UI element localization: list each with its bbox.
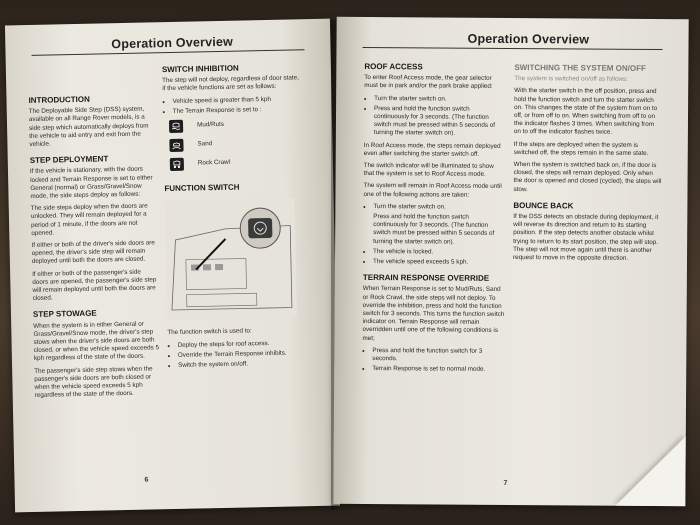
list-item: • Override the Terrain Response inhibits.	[178, 349, 308, 360]
left-page	[5, 19, 340, 513]
right-page-number: 7	[503, 479, 508, 487]
left-header-title: Operation Overview	[111, 34, 234, 52]
list-item: • The vehicle is locked.	[373, 248, 505, 257]
list-item: • Deploy the steps for roof access.	[178, 339, 308, 350]
left-page-header	[31, 33, 304, 56]
list-item: • Turn the starter switch on.	[373, 203, 505, 212]
step-deployment-p3: If either or both of the driver's side doors are opened, the driver's side step will remain deployed until both the doors are closed.	[31, 239, 155, 266]
roof-access-p2: In Roof Access mode, the steps remain deployed even after switching the starter switch off.	[363, 141, 501, 158]
function-switch-list	[168, 339, 309, 371]
step-stowage-p1: When the system is in either General or Grass/Gravel/Snow mode, the driver's step stows when the driver's side doors are both closed, or when the vehicle speed exceeds 5 kph regardless of the state of the doors.	[33, 320, 160, 363]
switching-p3: When the system is switched back on, if the door is closed, the steps will remain deployed. Only when the door is opened and closed (cycled), the steps will stow.	[513, 161, 662, 193]
rock-crawl-label: Rock Crawl	[197, 159, 231, 167]
mud-ruts-icon	[169, 120, 183, 133]
terrain-override-p1: When Terrain Response is set to Mud/Ruts, Sand or Rock Crawl, the side steps will not deploy. To override the inhibition, press and hold the function switch for 3 seconds. This turns the function switch indicator on. Terrain Response will remain overridden until one of the following conditions is met;	[362, 285, 505, 342]
left-page-number: 6	[144, 476, 149, 484]
roof-access-p1: To enter Roof Access mode, the gear selector must be in park and/or the park brake applied:	[364, 74, 493, 91]
terrain-mode-mud-ruts	[169, 117, 303, 133]
step-deployment-p1: If the vehicle is stationary, with the doors locked and Terrain Response is set to either General (normal) or Grass/Gravel/Snow mode, the side steps deploy as follows:	[29, 166, 153, 200]
switching-p0: The system is switched on/off as follows:	[514, 75, 628, 84]
sand-icon	[169, 139, 183, 152]
step-deployment-p4: If either or both of the passenger's side doors are opened, the passenger's side step will remain deployed until both the doors are closed.	[32, 268, 157, 303]
list-item: • Terrain Response is set to normal mode.	[372, 365, 504, 374]
left-column-2	[162, 63, 308, 374]
bounce-back-heading: BOUNCE BACK	[513, 200, 574, 211]
list-item: • Press and hold the function switch for 3 seconds.	[372, 347, 504, 364]
switch-inhibition-list	[162, 95, 302, 116]
page-curl	[615, 436, 685, 506]
function-switch-heading: FUNCTION SWITCH	[164, 182, 240, 194]
list-item: • Vehicle speed is greater than 5 kph	[172, 95, 302, 106]
switch-inhibition-heading: SWITCH INHIBITION	[161, 63, 239, 75]
introduction-text: The Deployable Side Step (DSS) system, available on all Range Rover models, is a side step which automatically deploys from the vehicle to aid entry and exit from the vehicle.	[28, 105, 149, 148]
terrain-override-heading: TERRAIN RESPONSE OVERRIDE	[362, 273, 490, 284]
switching-p1: With the starter switch in the off position, press and hold the function switch and turn the starter switch on. This changes the state of the system from on to off, or from off to on. When switching from off to on the indicator flashes 3 times. When switching from on to off the indicator flashes twice.	[513, 87, 658, 137]
right-header-title: Operation Overview	[467, 31, 590, 47]
switching-p2: If the steps are deployed when the system is switched off, the steps remain in the same state.	[513, 140, 649, 157]
function-switch-illustration	[165, 198, 297, 321]
terrain-mode-rock-crawl	[170, 155, 304, 171]
mud-ruts-label: Mud/Ruts	[196, 121, 225, 129]
list-item: • Switch the system on/off.	[178, 359, 308, 370]
step-stowage-heading: STEP STOWAGE	[32, 309, 97, 320]
list-item: • The vehicle speed exceeds 5 kph.	[373, 258, 505, 267]
rock-crawl-icon	[170, 158, 184, 171]
roof-access-p3: The switch indicator will be illuminated to show that the system is set to Roof Access mode.	[363, 162, 494, 179]
introduction-heading: INTRODUCTION	[28, 94, 90, 105]
list-item: • Press and hold the function switch continuously for 3 seconds. (The function switch must be pressed within 5 seconds of turning the starter switch on).	[374, 105, 506, 139]
step-deployment-p2: The side steps deploy when the doors are unlocked. They will remain deployed for a period of 1 minute, if the doors are not opened.	[30, 202, 148, 237]
roof-access-list-2	[363, 203, 505, 267]
list-item: Press and hold the function switch continuously for 3 seconds. (The function switch must be pressed within 5 seconds of turning the starter switch on).	[373, 213, 495, 246]
list-item: • The Terrain Response is set to :	[173, 105, 303, 116]
roof-access-list-1	[364, 95, 506, 139]
roof-access-p4: The system will remain in Roof Access mode until one of the following actions are taken:	[363, 182, 502, 199]
switching-heading: SWITCHING THE SYSTEM ON/OFF	[514, 63, 646, 73]
switch-inhibition-text: The step will not deploy, regardless of door state, if the vehicle functions are set as follows:	[162, 74, 299, 93]
step-deployment-heading: STEP DEPLOYMENT	[29, 154, 109, 166]
step-stowage-p2: The passenger's side step stows when the passenger's side doors are both closed or when the vehicle speed exceeds 5 kph regardless of the state of the doors.	[34, 365, 153, 400]
right-page-header	[362, 31, 662, 50]
right-page	[333, 17, 688, 506]
bounce-back-text: If the DSS detects an obstacle during deployment, it will reverse its direction and return to its starting position. If the step detects another obstacle whilst trying to return to its start position, the step will stop. The step will not move again until there is another request to move in the opposite direction.	[513, 213, 659, 262]
sand-label: Sand	[197, 140, 213, 148]
terrain-mode-sand	[169, 136, 303, 152]
list-item: • Turn the starter switch on.	[374, 95, 506, 104]
right-column-2	[513, 64, 662, 267]
terrain-override-list	[362, 347, 504, 375]
roof-access-heading: ROOF ACCESS	[364, 61, 423, 72]
function-switch-text: The function switch is used to:	[167, 327, 252, 337]
right-column-1	[362, 63, 506, 378]
left-column-1	[28, 70, 161, 404]
